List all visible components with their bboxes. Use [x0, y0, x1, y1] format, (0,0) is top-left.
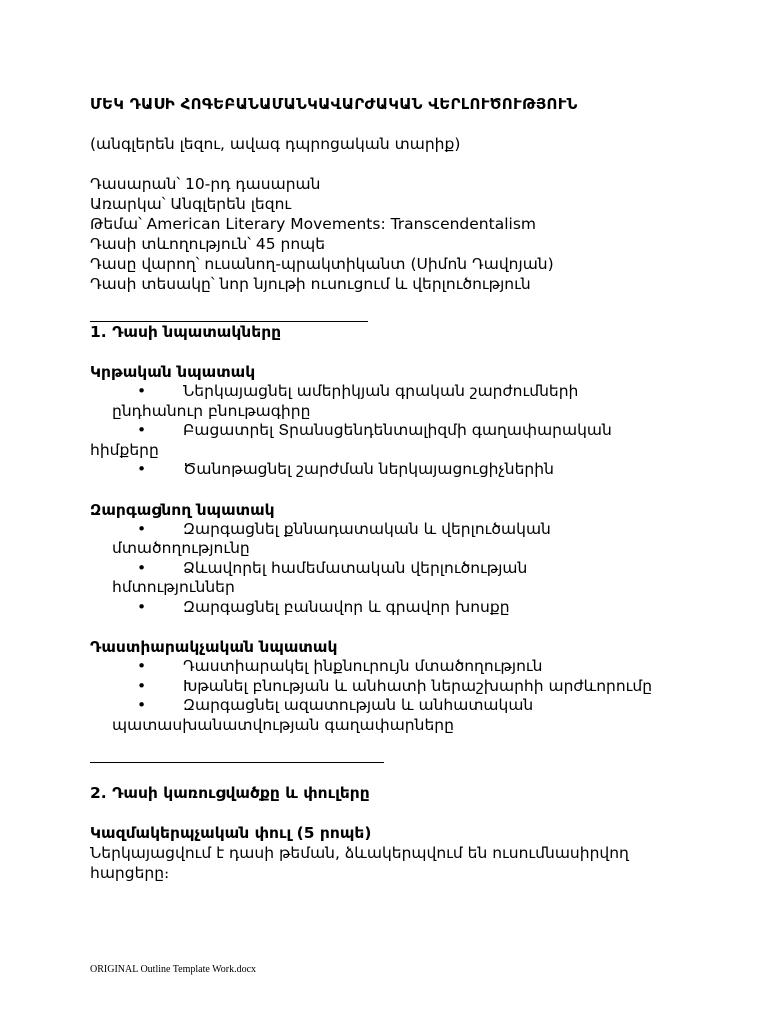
- list-item-text: Դաստիարակել ինքնուրույն մտածողություն: [183, 657, 543, 675]
- bullet-icon: •: [137, 696, 147, 714]
- list-item: [90, 677, 700, 697]
- list-item-continuation: ընդհանուր բնութագիրը: [112, 401, 311, 420]
- list-item-text: Զարգացնել բանավոր և գրավոր խոսքը: [183, 597, 510, 616]
- list-item-text: Խթանել բնության և անհատի ներաշխարհի արժևորումը: [183, 676, 653, 695]
- list-item: [90, 696, 700, 716]
- list-item-text: Բացատրել Տրանսցենդենտալիզմի գաղափարական: [183, 421, 612, 439]
- list-item: [90, 421, 700, 441]
- list-item: [90, 559, 700, 579]
- list-item-continuation: հմտություններ: [112, 578, 235, 596]
- bullet-icon: •: [137, 460, 147, 478]
- goal-developmental-heading: Զարգացնող նպատակ: [90, 500, 275, 519]
- info-duration: Դասի տևողություն՝ 45 րոպե: [90, 235, 326, 253]
- list-item: [90, 657, 700, 677]
- list-item-text: Ներկայացնել ամերիկյան գրական շարժումների: [183, 382, 579, 400]
- list-item-text: Ձևավորել համեմատական վերլուծության: [183, 558, 528, 577]
- list-item: [90, 382, 700, 402]
- phase1-text-line: հարցերը։: [90, 864, 170, 882]
- bullet-icon: •: [137, 676, 147, 695]
- info-lesson-type: Դասի տեսակը՝ նոր նյութի ուսուցում և վերլուծություն: [90, 275, 531, 293]
- list-item: [90, 598, 700, 618]
- bullet-icon: •: [137, 382, 147, 400]
- phase1-heading: Կազմակերպչական փուլ (5 րոպե): [90, 824, 372, 842]
- list-item: [90, 460, 700, 480]
- section1-heading: 1. Դասի նպատակները: [90, 323, 282, 341]
- bullet-icon: •: [137, 558, 147, 577]
- info-topic: Թեմա՝ American Literary Movements: Transcendentalism: [90, 215, 536, 233]
- section2-heading: 2. Դասի կառուցվածքը և փուլերը: [90, 784, 370, 802]
- phase1-text-line: Ներկայացվում է դասի թեման, ձևակերպվում են ուսումնասիրվող: [90, 844, 629, 862]
- list-item-text: Ծանոթացնել շարժման ներկայացուցիչներին: [183, 460, 554, 478]
- list-item-text: Զարգացնել քննադատական և վերլուծական: [183, 519, 551, 538]
- list-item-continuation: հիմքերը: [90, 440, 159, 459]
- list-item-continuation: պատասխանատվության գաղափարները: [112, 715, 454, 734]
- document-page: [90, 90, 700, 883]
- bullet-icon: •: [137, 421, 147, 439]
- bullet-icon: •: [137, 657, 147, 675]
- info-class: Դասարան՝ 10-րդ դասարան: [90, 175, 321, 193]
- list-item-text: Զարգացնել ազատության և անհատական: [183, 696, 534, 714]
- info-teacher: Դասը վարող՝ ուսանող-պրակտիկանտ (Սիմոն Դավոյան): [90, 255, 554, 273]
- document-subtitle: (անգլերեն լեզու, ավագ դպրոցական տարիք): [90, 135, 461, 153]
- list-item: [90, 520, 700, 540]
- document-title: ՄԵԿ ԴԱՍԻ ՀՈԳԵԲԱՆԱՄԱՆԿԱՎԱՐԺԱԿԱՆ ՎԵՐԼՈՒԾՈՒԹՅՈՒՆ: [90, 95, 578, 113]
- goal-educational-heading: Կրթական նպատակ: [90, 363, 256, 381]
- bullet-icon: •: [137, 597, 147, 616]
- info-subject: Առարկա՝ Անգլերեն լեզու: [90, 195, 292, 213]
- document-footer: ORIGINAL Outline Template Work.docx: [90, 964, 257, 975]
- list-item-continuation: մտածողությունը: [112, 539, 250, 557]
- goal-upbringing-heading: Դաստիարակչական նպատակ: [90, 638, 338, 656]
- bullet-icon: •: [137, 519, 147, 538]
